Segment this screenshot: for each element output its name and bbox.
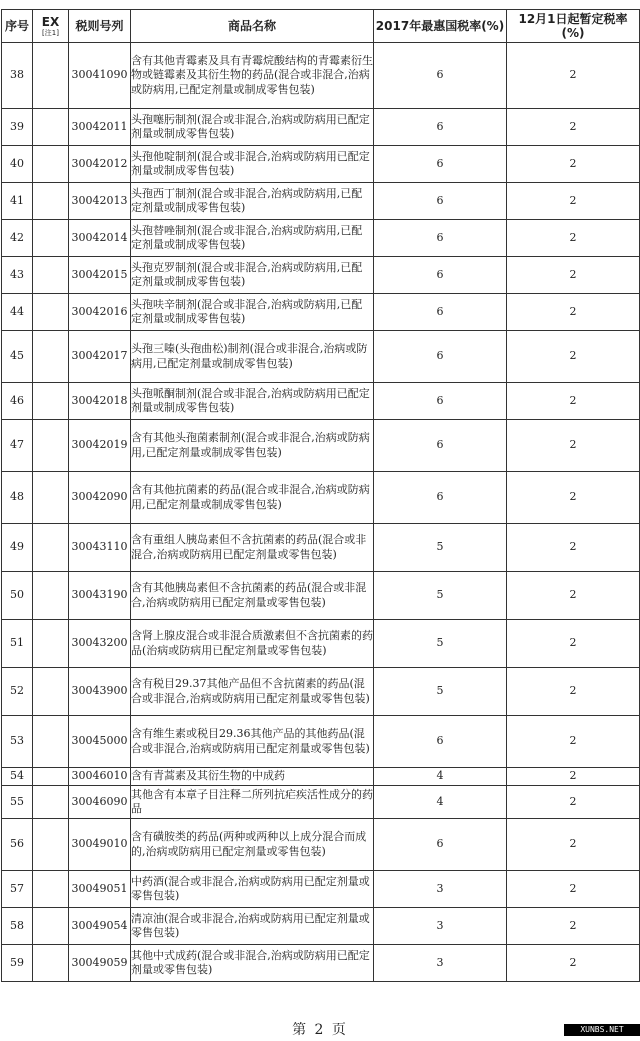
rate-new: 2 [507,43,640,109]
header-name: 商品名称 [131,10,374,43]
row-number: 45 [2,331,33,383]
rate-2017: 5 [374,572,507,620]
row-ex [33,945,69,982]
rate-new: 2 [507,257,640,294]
header-ex [33,10,69,43]
row-number: 48 [2,472,33,524]
row-ex [33,383,69,420]
rate-new: 2 [507,146,640,183]
row-ex [33,109,69,146]
tariff-code: 30042090 [69,472,131,524]
product-name: 中药酒(混合或非混合,治病或防病用已配定剂量或零售包装) [131,871,374,908]
tariff-code: 30042019 [69,420,131,472]
product-name: 含有其他抗菌素的药品(混合或非混合,治病或防病用,已配定剂量或制成零售包装) [131,472,374,524]
rate-2017: 6 [374,294,507,331]
row-number: 39 [2,109,33,146]
product-name: 含有磺胺类的药品(两种或两种以上成分混合而成的,治病或防病用已配定剂量或零售包装) [131,819,374,871]
header-ex-label: EX [41,15,60,29]
row-ex [33,472,69,524]
row-ex [33,43,69,109]
tariff-code: 30043110 [69,524,131,572]
rate-new: 2 [507,871,640,908]
header-row [2,10,640,43]
row-number: 53 [2,716,33,768]
rate-2017: 5 [374,524,507,572]
rate-new: 2 [507,945,640,982]
tariff-code: 30042017 [69,331,131,383]
row-number: 54 [2,768,33,786]
rate-new: 2 [507,383,640,420]
tariff-code: 30042011 [69,109,131,146]
row-ex [33,768,69,786]
tariff-code: 30043200 [69,620,131,668]
table-row [2,572,640,620]
row-ex [33,871,69,908]
rate-2017: 6 [374,716,507,768]
row-number: 47 [2,420,33,472]
product-name: 含有其他青霉素及具有青霉烷酸结构的青霉素衍生物或链霉素及其衍生物的药品(混合或非混合,治病或防病用,已配定剂量或制成零售包装) [131,43,374,109]
product-name: 含有其他头孢菌素制剂(混合或非混合,治病或防病用,已配定剂量或制成零售包装) [131,420,374,472]
tariff-code: 30043190 [69,572,131,620]
tariff-code: 30049010 [69,819,131,871]
row-number: 52 [2,668,33,716]
table-row [2,109,640,146]
tariff-code: 30042018 [69,383,131,420]
table-row [2,294,640,331]
rate-2017: 3 [374,945,507,982]
rate-new: 2 [507,572,640,620]
product-name: 头孢三嗪(头孢曲松)制剂(混合或非混合,治病或防病用,已配定剂量或制成零售包装) [131,331,374,383]
rate-2017: 4 [374,768,507,786]
table-row [2,945,640,982]
tariff-code: 30046090 [69,786,131,819]
row-number: 50 [2,572,33,620]
row-number: 59 [2,945,33,982]
rate-new: 2 [507,524,640,572]
table-row [2,146,640,183]
rate-2017: 6 [374,472,507,524]
tariff-code: 30042016 [69,294,131,331]
product-name: 头孢克罗制剂(混合或非混合,治病或防病用,已配定剂量或制成零售包装) [131,257,374,294]
table-row [2,768,640,786]
tariff-code: 30049059 [69,945,131,982]
rate-new: 2 [507,109,640,146]
tariff-code: 30042015 [69,257,131,294]
table-row [2,472,640,524]
rate-2017: 6 [374,109,507,146]
tariff-code: 30042012 [69,146,131,183]
table-row [2,908,640,945]
table-body [2,43,640,982]
rate-new: 2 [507,472,640,524]
row-number: 44 [2,294,33,331]
table-row [2,716,640,768]
product-name: 头孢呋辛制剂(混合或非混合,治病或防病用,已配定剂量或制成零售包装) [131,294,374,331]
tariff-code: 30049051 [69,871,131,908]
tariff-code: 30041090 [69,43,131,109]
rate-new: 2 [507,220,640,257]
product-name: 含有其他胰岛素但不含抗菌素的药品(混合或非混合,治病或防病用已配定剂量或零售包装) [131,572,374,620]
table-row [2,257,640,294]
row-ex [33,572,69,620]
rate-2017: 6 [374,220,507,257]
tariff-code: 30043900 [69,668,131,716]
product-name: 其他中式成药(混合或非混合,治病或防病用已配定剂量或零售包装) [131,945,374,982]
rate-new: 2 [507,908,640,945]
row-number: 57 [2,871,33,908]
product-name: 含肾上腺皮混合或非混合质激素但不含抗菌素的药品(治病或防病用已配定剂量或零售包装) [131,620,374,668]
row-number: 38 [2,43,33,109]
tariff-code: 30049054 [69,908,131,945]
tariff-code: 30045000 [69,716,131,768]
header-no: 序号 [2,10,33,43]
rate-2017: 3 [374,908,507,945]
rate-new: 2 [507,668,640,716]
table-row [2,331,640,383]
rate-2017: 3 [374,871,507,908]
rate-new: 2 [507,294,640,331]
row-number: 56 [2,819,33,871]
rate-2017: 5 [374,668,507,716]
product-name: 头孢替唑制剂(混合或非混合,治病或防病用,已配定剂量或制成零售包装) [131,220,374,257]
row-ex [33,668,69,716]
table-row [2,524,640,572]
table-row [2,183,640,220]
rate-new: 2 [507,819,640,871]
table-row [2,871,640,908]
row-ex [33,420,69,472]
product-name: 含有重组人胰岛素但不含抗菌素的药品(混合或非混合,治病或防病用已配定剂量或零售包装) [131,524,374,572]
rate-new: 2 [507,768,640,786]
row-number: 49 [2,524,33,572]
table-row [2,668,640,716]
product-name: 头孢西丁制剂(混合或非混合,治病或防病用,已配定剂量或制成零售包装) [131,183,374,220]
row-number: 40 [2,146,33,183]
rate-2017: 5 [374,620,507,668]
product-name: 含有青蒿素及其衍生物的中成药 [131,768,374,786]
product-name: 含有税目29.37其他产品但不含抗菌素的药品(混合或非混合,治病或防病用已配定剂量或零售包装) [131,668,374,716]
row-number: 41 [2,183,33,220]
row-number: 42 [2,220,33,257]
tariff-table [1,9,640,982]
rate-2017: 4 [374,786,507,819]
tariff-code: 30042014 [69,220,131,257]
tariff-code: 30046010 [69,768,131,786]
rate-new: 2 [507,620,640,668]
rate-2017: 6 [374,146,507,183]
table-row [2,220,640,257]
row-number: 55 [2,786,33,819]
header-rate-2017: 2017年最惠国税率(%) [374,10,507,43]
rate-2017: 6 [374,43,507,109]
header-rate-new: 12月1日起暂定税率(%) [507,10,640,43]
rate-2017: 6 [374,331,507,383]
row-ex [33,620,69,668]
row-ex [33,524,69,572]
rate-new: 2 [507,716,640,768]
table-row [2,786,640,819]
row-ex [33,331,69,383]
tariff-code: 30042013 [69,183,131,220]
rate-2017: 6 [374,819,507,871]
row-ex [33,257,69,294]
row-ex [33,716,69,768]
site-watermark: XUNBS.NET [564,1024,640,1036]
header-ex-note: [注1] [42,29,59,37]
product-name: 头孢他啶制剂(混合或非混合,治病或防病用已配定剂量或制成零售包装) [131,146,374,183]
table-row [2,383,640,420]
row-ex [33,786,69,819]
product-name: 清凉油(混合或非混合,治病或防病用已配定剂量或零售包装) [131,908,374,945]
table-row [2,620,640,668]
row-ex [33,146,69,183]
row-number: 58 [2,908,33,945]
row-ex [33,908,69,945]
page-number: 第 2 页 [292,1022,348,1038]
header-code: 税则号列 [69,10,131,43]
row-ex [33,294,69,331]
product-name: 其他含有本章子目注释二所列抗疟疾活性成分的药品 [131,786,374,819]
row-number: 51 [2,620,33,668]
rate-2017: 6 [374,420,507,472]
product-name: 含有维生素或税目29.36其他产品的其他药品(混合或非混合,治病或防病用已配定剂量或零售包装) [131,716,374,768]
table-row [2,819,640,871]
product-name: 头孢噻肟制剂(混合或非混合,治病或防病用已配定剂量或制成零售包装) [131,109,374,146]
row-number: 46 [2,383,33,420]
rate-new: 2 [507,331,640,383]
rate-new: 2 [507,183,640,220]
rate-2017: 6 [374,183,507,220]
row-ex [33,220,69,257]
rate-2017: 6 [374,257,507,294]
row-number: 43 [2,257,33,294]
row-ex [33,819,69,871]
table-row [2,43,640,109]
table-row [2,420,640,472]
row-ex [33,183,69,220]
rate-new: 2 [507,786,640,819]
rate-new: 2 [507,420,640,472]
rate-2017: 6 [374,383,507,420]
product-name: 头孢哌酮制剂(混合或非混合,治病或防病用已配定剂量或制成零售包装) [131,383,374,420]
